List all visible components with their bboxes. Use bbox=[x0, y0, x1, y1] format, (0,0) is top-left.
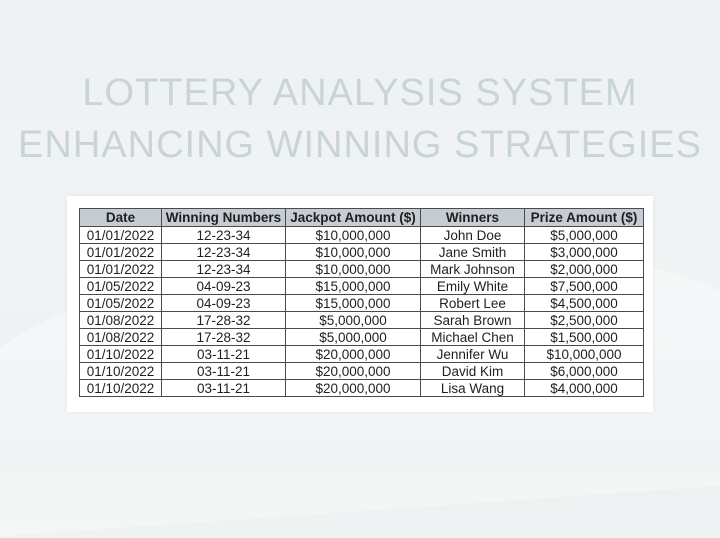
cell-date[interactable]: 01/08/2022 bbox=[80, 312, 162, 329]
header-row bbox=[80, 209, 644, 227]
cell-jackpot-amount[interactable]: $10,000,000 bbox=[286, 227, 421, 244]
table-row bbox=[80, 278, 644, 295]
table-row bbox=[80, 295, 644, 312]
cell-prize-amount[interactable]: $1,500,000 bbox=[525, 329, 644, 346]
page-subtitle: ENHANCING WINNING STRATEGIES bbox=[18, 124, 702, 166]
cell-winner[interactable]: Robert Lee bbox=[421, 295, 525, 312]
lottery-table bbox=[79, 208, 644, 397]
cell-jackpot-amount[interactable]: $10,000,000 bbox=[286, 244, 421, 261]
cell-winning-numbers[interactable]: 03-11-21 bbox=[162, 346, 286, 363]
cell-date[interactable]: 01/01/2022 bbox=[80, 244, 162, 261]
cell-winning-numbers[interactable]: 03-11-21 bbox=[162, 363, 286, 380]
cell-winner[interactable]: David Kim bbox=[421, 363, 525, 380]
table-row bbox=[80, 312, 644, 329]
table-row bbox=[80, 380, 644, 397]
cell-date[interactable]: 01/10/2022 bbox=[80, 380, 162, 397]
cell-jackpot-amount[interactable]: $20,000,000 bbox=[286, 346, 421, 363]
cell-jackpot-amount[interactable]: $10,000,000 bbox=[286, 261, 421, 278]
header-winning-numbers: Winning Numbers bbox=[162, 209, 286, 227]
table-row bbox=[80, 363, 644, 380]
cell-date[interactable]: 01/08/2022 bbox=[80, 329, 162, 346]
cell-winner[interactable]: Jane Smith bbox=[421, 244, 525, 261]
cell-winner[interactable]: John Doe bbox=[421, 227, 525, 244]
cell-prize-amount[interactable]: $6,000,000 bbox=[525, 363, 644, 380]
cell-winning-numbers[interactable]: 12-23-34 bbox=[162, 244, 286, 261]
cell-jackpot-amount[interactable]: $5,000,000 bbox=[286, 329, 421, 346]
cell-winner[interactable]: Lisa Wang bbox=[421, 380, 525, 397]
cell-winning-numbers[interactable]: 12-23-34 bbox=[162, 227, 286, 244]
cell-winning-numbers[interactable]: 17-28-32 bbox=[162, 329, 286, 346]
cell-date[interactable]: 01/01/2022 bbox=[80, 227, 162, 244]
cell-jackpot-amount[interactable]: $15,000,000 bbox=[286, 278, 421, 295]
cell-winning-numbers[interactable]: 03-11-21 bbox=[162, 380, 286, 397]
cell-winner[interactable]: Jennifer Wu bbox=[421, 346, 525, 363]
header-date: Date bbox=[80, 209, 162, 227]
cell-jackpot-amount[interactable]: $20,000,000 bbox=[286, 363, 421, 380]
table-row bbox=[80, 261, 644, 278]
cell-winning-numbers[interactable]: 04-09-23 bbox=[162, 278, 286, 295]
header-prize-amount: Prize Amount ($) bbox=[525, 209, 644, 227]
cell-jackpot-amount[interactable]: $15,000,000 bbox=[286, 295, 421, 312]
table-row bbox=[80, 329, 644, 346]
table-row bbox=[80, 227, 644, 244]
cell-winner[interactable]: Mark Johnson bbox=[421, 261, 525, 278]
cell-prize-amount[interactable]: $5,000,000 bbox=[525, 227, 644, 244]
cell-prize-amount[interactable]: $7,500,000 bbox=[525, 278, 644, 295]
cell-date[interactable]: 01/05/2022 bbox=[80, 295, 162, 312]
cell-prize-amount[interactable]: $10,000,000 bbox=[525, 346, 644, 363]
cell-jackpot-amount[interactable]: $5,000,000 bbox=[286, 312, 421, 329]
cell-date[interactable]: 01/01/2022 bbox=[80, 261, 162, 278]
cell-winning-numbers[interactable]: 12-23-34 bbox=[162, 261, 286, 278]
spreadsheet-panel bbox=[67, 196, 653, 412]
cell-jackpot-amount[interactable]: $20,000,000 bbox=[286, 380, 421, 397]
table-row bbox=[80, 346, 644, 363]
header-winners: Winners bbox=[421, 209, 525, 227]
cell-prize-amount[interactable]: $4,000,000 bbox=[525, 380, 644, 397]
header-jackpot-amount: Jackpot Amount ($) bbox=[286, 209, 421, 227]
cell-prize-amount[interactable]: $2,000,000 bbox=[525, 261, 644, 278]
cell-winning-numbers[interactable]: 04-09-23 bbox=[162, 295, 286, 312]
cell-date[interactable]: 01/10/2022 bbox=[80, 346, 162, 363]
table-row bbox=[80, 244, 644, 261]
cell-date[interactable]: 01/05/2022 bbox=[80, 278, 162, 295]
cell-date[interactable]: 01/10/2022 bbox=[80, 363, 162, 380]
cell-winner[interactable]: Michael Chen bbox=[421, 329, 525, 346]
page-title: LOTTERY ANALYSIS SYSTEM bbox=[82, 72, 638, 114]
cell-winner[interactable]: Sarah Brown bbox=[421, 312, 525, 329]
cell-prize-amount[interactable]: $3,000,000 bbox=[525, 244, 644, 261]
cell-winner[interactable]: Emily White bbox=[421, 278, 525, 295]
cell-winning-numbers[interactable]: 17-28-32 bbox=[162, 312, 286, 329]
cell-prize-amount[interactable]: $4,500,000 bbox=[525, 295, 644, 312]
cell-prize-amount[interactable]: $2,500,000 bbox=[525, 312, 644, 329]
